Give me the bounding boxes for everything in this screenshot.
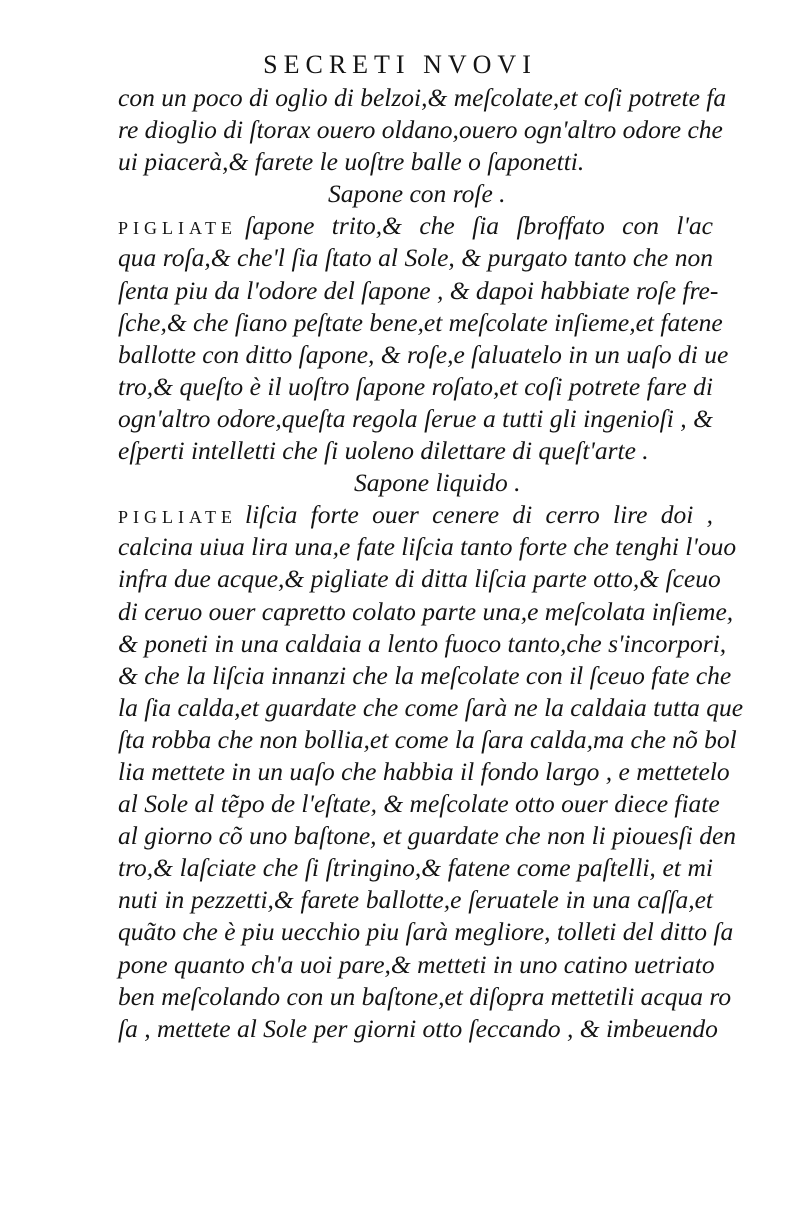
text-line	[118, 210, 713, 242]
text-line	[118, 724, 737, 756]
line-text: tro,& queſto è il uoſtro ſapone roſato,et coſi potrete fare di	[118, 371, 713, 401]
line-text: ui piacerà,& farete le uoſtre balle o ſaponetti.	[118, 147, 585, 177]
text-line	[118, 852, 713, 884]
text-line	[118, 371, 713, 403]
line-text: qua roſa,& che'l ſia ſtato al Sole, & purgato tanto che non	[118, 243, 713, 273]
line-text: ſa , mettete al Sole per giorni otto ſeccando , & imbeuendo	[118, 1013, 718, 1043]
line-text: con un poco di oglio di belzoi,& meſcolate,et coſi potrete fa	[118, 83, 727, 112]
line-text: & poneti in una caldaia a lento fuoco tanto,che s'incorpori,	[118, 628, 727, 658]
text-line	[118, 596, 734, 628]
line-text: re dioglio di ſtorax ouero oldano,ouero ogn'altro odore che	[118, 115, 723, 145]
line-text: ſapone trito,& che ſia ſbroffato con l'ac	[245, 211, 713, 241]
text-block	[118, 82, 744, 1045]
text-line	[118, 949, 713, 981]
line-text: liſcia forte ouer cenere di cerro lire doi ,	[245, 500, 713, 530]
line-text: calcina uiua lira una,e fate liſcia tanto forte che tenghi l'ouo	[118, 532, 737, 562]
line-text: eſperti intelletti che ſi uoleno dilettare di queſt'arte .	[118, 436, 649, 466]
line-text: lia mettete in un uaſo che habbia il fondo largo , e mettetelo	[118, 756, 730, 786]
text-line	[118, 339, 729, 371]
text-line	[118, 660, 732, 692]
text-line	[118, 981, 732, 1013]
text-line	[118, 435, 713, 467]
text-line	[118, 403, 713, 435]
line-text: pone quanto ch'a uoi pare,& metteti in uno catino uetriato	[118, 949, 715, 979]
text-line	[118, 114, 723, 146]
line-text: ſche,& che ſiano peſtate bene,et meſcolate inſieme,et fatene	[118, 307, 723, 337]
text-line	[118, 756, 730, 788]
line-text: Sapone con roſe .	[328, 179, 506, 209]
text-line	[118, 820, 737, 852]
paragraph-lead-word: PIGLIATE	[118, 218, 237, 239]
line-text: la ſia calda,et guardate che come ſarà ne la caldaia tutta que	[118, 692, 744, 722]
line-text: al giorno cõ uno baſtone, et guardate che non li piouesſi den	[118, 821, 737, 851]
text-line	[118, 788, 720, 820]
paragraph-lead-word: PIGLIATE	[118, 507, 237, 528]
text-line	[118, 499, 713, 531]
line-text: & che la liſcia innanzi che la meſcolate con il ſceuo fate che	[118, 660, 732, 690]
text-line	[118, 242, 713, 274]
line-text: tro,& laſciate che ſi ſtringino,& fatene come paſtelli, et mi	[118, 853, 713, 883]
text-line	[118, 531, 737, 563]
text-line	[118, 1013, 718, 1045]
text-line	[118, 916, 734, 948]
text-line	[118, 146, 713, 178]
text-line	[118, 82, 727, 114]
text-line	[118, 692, 744, 724]
text-line	[118, 275, 719, 307]
line-text: ben meſcolando con un baſtone,et diſopra mettetili acqua ro	[118, 981, 732, 1011]
line-text: ballotte con ditto ſapone, & roſe,e ſaluatelo in un uaſo di ue	[118, 339, 729, 369]
text-line	[118, 563, 721, 595]
line-text: ſenta piu da l'odore del ſapone , & dapoi habbiate roſe fre-	[118, 275, 719, 305]
text-line	[118, 307, 723, 339]
running-head: SECRETI NVOVI	[263, 50, 537, 79]
section-heading	[118, 178, 713, 210]
line-text: di ceruo ouer capretto colato parte una,e meſcolata inſieme,	[118, 596, 734, 626]
line-text: infra due acque,& pigliate di ditta liſcia parte otto,& ſceuo	[118, 564, 721, 594]
line-text: al Sole al tẽpo de l'eſtate, & meſcolate otto ouer diece fiate	[118, 789, 720, 819]
line-text: Sapone liquido .	[354, 468, 521, 498]
line-text: ſta robba che non bollia,et come la ſara calda,ma che nõ bol	[118, 724, 737, 754]
text-line	[118, 884, 713, 916]
text-line	[118, 628, 727, 660]
line-text: quãto che è piu uecchio piu ſarà megliore, tolleti del ditto ſa	[118, 917, 734, 947]
section-heading	[118, 467, 713, 499]
line-text: nuti in pezzetti,& farete ballotte,e ſeruatele in una caſſa,et	[118, 885, 713, 915]
line-text: ogn'altro odore,queſta regola ſerue a tutti gli ingenioſi , &	[118, 403, 713, 433]
